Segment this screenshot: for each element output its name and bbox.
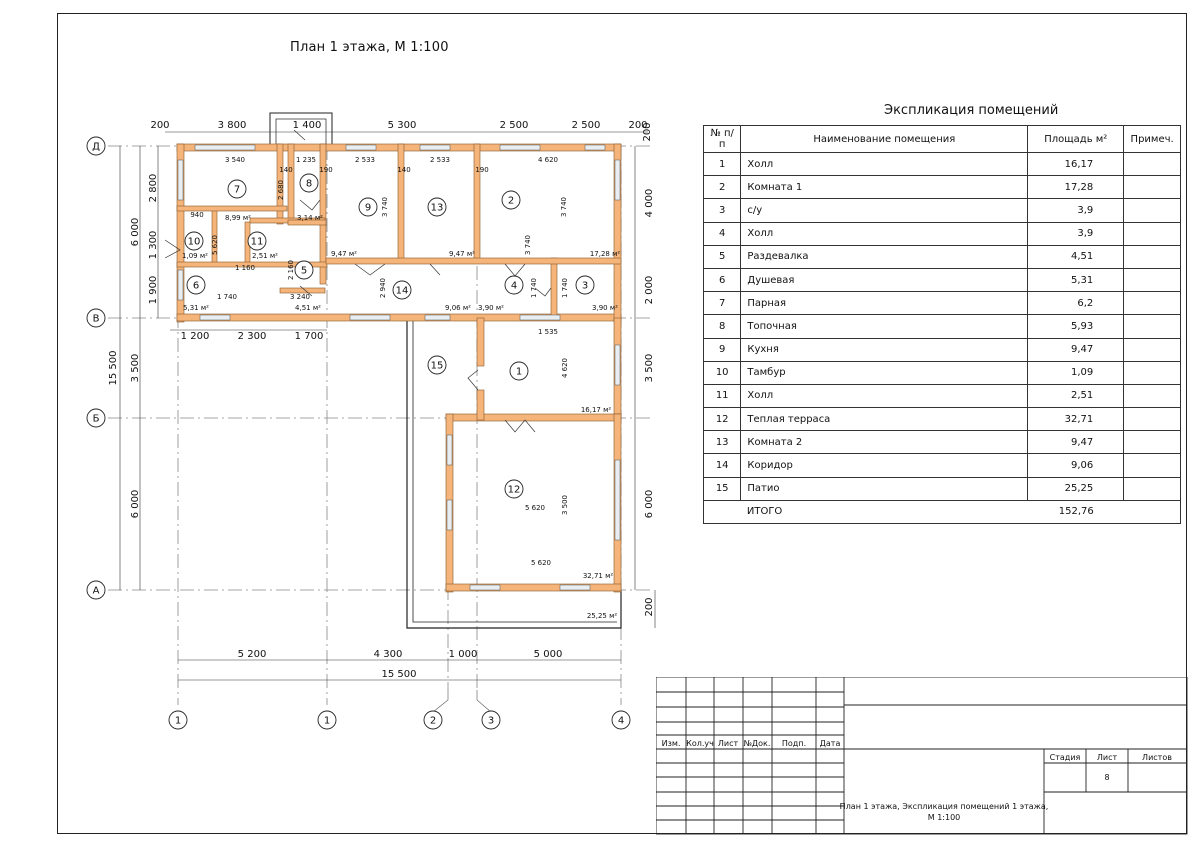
- dimension-label: 2 500: [499, 120, 529, 131]
- row-note: [1124, 384, 1181, 407]
- dimension-label: 3 500: [130, 353, 141, 383]
- explication-table: [703, 125, 1181, 524]
- room-area-label: 3,14 м²: [297, 214, 323, 222]
- room-number-bubble-label: 10: [187, 236, 201, 248]
- row-area: 17,28: [1028, 176, 1124, 199]
- explication-row: [704, 176, 1181, 199]
- row-name: Кухня: [741, 338, 1028, 361]
- dimension-label: 200: [150, 120, 170, 131]
- inner-dimension-label: 3 240: [289, 293, 311, 301]
- room-area-label: 5,31 м²: [183, 304, 209, 312]
- dimension-label: 2 000: [644, 275, 655, 305]
- axis-row-bubble-label: А: [92, 585, 100, 597]
- inner-dimension-label: 1 740: [216, 293, 238, 301]
- stamp-header: Кол.уч: [686, 739, 714, 748]
- stamp-sheets-label: Листов: [1142, 753, 1172, 762]
- inner-dimension-label: 2 533: [429, 156, 451, 164]
- stamp-header: №Док.: [743, 739, 771, 748]
- row-number: 3: [704, 199, 741, 222]
- inner-dimension-label: 1 740: [561, 277, 569, 299]
- total-area: 152,76: [1028, 500, 1124, 523]
- room-number-bubble-label: 6: [192, 280, 200, 292]
- inner-dimension-label: 4 620: [561, 357, 569, 379]
- inner-dimension-label: 5 620: [524, 504, 546, 512]
- inner-dimension-label: 140: [397, 166, 411, 174]
- room-number-bubble-label: 5: [300, 265, 308, 277]
- row-note: [1124, 338, 1181, 361]
- room-area-label: 1,09 м²: [182, 252, 208, 260]
- row-area: 16,17: [1028, 153, 1124, 176]
- row-name: с/у: [741, 199, 1028, 222]
- dimension-label: 1 000: [448, 649, 478, 660]
- walls: [177, 144, 621, 592]
- dimension-label: 5 000: [533, 649, 563, 660]
- inner-dimension-label: 5 620: [530, 559, 552, 567]
- inner-dimension-label: 3 740: [524, 234, 532, 256]
- explication-row: [704, 315, 1181, 338]
- stamp-header: Дата: [819, 739, 841, 748]
- room-number-bubble-label: 14: [395, 285, 409, 297]
- plan-title: План 1 этажа, М 1:100: [290, 40, 449, 55]
- row-number: 13: [704, 431, 741, 454]
- dimension-label: 1 400: [292, 120, 322, 131]
- row-number: 4: [704, 222, 741, 245]
- explication-row: [704, 292, 1181, 315]
- room-area-label: 16,17 м²: [580, 406, 612, 414]
- inner-dimension-label: 190: [475, 166, 489, 174]
- row-name: Душевая: [741, 268, 1028, 291]
- inner-dimension-label: 2 680: [277, 179, 285, 201]
- room-area-label: 25,25 м²: [586, 612, 618, 620]
- axis-leaders: [433, 690, 491, 712]
- room-area-label: 9,47 м²: [449, 250, 475, 258]
- explication-row: [704, 454, 1181, 477]
- dimension-label: 1 200: [180, 331, 210, 342]
- room-number-bubble-label: 3: [581, 280, 589, 292]
- dimension-label: 2 800: [148, 173, 159, 203]
- row-note: [1124, 153, 1181, 176]
- explication-row: [704, 222, 1181, 245]
- row-name: Топочная: [741, 315, 1028, 338]
- row-area: 5,93: [1028, 315, 1124, 338]
- row-number: 8: [704, 315, 741, 338]
- row-area: 6,2: [1028, 292, 1124, 315]
- dimension-label: 5 300: [387, 120, 417, 131]
- row-name: Коридор: [741, 454, 1028, 477]
- inner-dimension-label: 1 535: [537, 328, 559, 336]
- row-number: 14: [704, 454, 741, 477]
- dimension-label: 5 200: [237, 649, 267, 660]
- plan-texts: [87, 120, 655, 729]
- stamp-description: План 1 этажа, Экспликация помещений 1 этажа,: [839, 802, 1049, 811]
- row-note: [1124, 222, 1181, 245]
- room-area-label: 17,28 м²: [589, 250, 621, 258]
- room-number-bubble-label: 4: [510, 280, 518, 292]
- row-area: 3,9: [1028, 222, 1124, 245]
- explication-row: [704, 245, 1181, 268]
- dimension-label: 2 500: [571, 120, 601, 131]
- inner-dimension-label: 3 740: [560, 196, 568, 218]
- inner-dimension-label: 2 160: [287, 259, 295, 281]
- explication-title: Экспликация помещений: [884, 103, 1059, 118]
- dimension-label: 1 900: [148, 275, 159, 305]
- row-name: Патио: [741, 477, 1028, 500]
- dimension-label: 15 500: [381, 669, 417, 680]
- row-note: [1124, 431, 1181, 454]
- row-area: 1,09: [1028, 361, 1124, 384]
- row-number: 5: [704, 245, 741, 268]
- explication-body: [704, 153, 1181, 524]
- axis-col-bubble-label: 3: [487, 715, 495, 727]
- explication-row: [704, 153, 1181, 176]
- row-name: Комната 1: [741, 176, 1028, 199]
- row-area: 25,25: [1028, 477, 1124, 500]
- explication-row: [704, 431, 1181, 454]
- room-number-bubble-label: 15: [430, 360, 444, 372]
- room-area-label: 9,06 м²: [445, 304, 471, 312]
- axis-row-bubble-label: Б: [92, 413, 100, 425]
- inner-dimension-label: 1 235: [295, 156, 317, 164]
- explication-row: [704, 199, 1181, 222]
- room-area-label: 8,99 м²: [225, 214, 251, 222]
- room-number-bubble-label: 13: [430, 202, 444, 214]
- dimension-label: 3 800: [217, 120, 247, 131]
- room-area-label: 32,71 м²: [582, 572, 614, 580]
- room-number-bubble-label: 8: [305, 178, 313, 190]
- inner-dimension-label: 2 940: [379, 277, 387, 299]
- room-number-bubble-label: 12: [507, 484, 521, 496]
- row-note: [1124, 477, 1181, 500]
- row-note: [1124, 245, 1181, 268]
- row-name: Парная: [741, 292, 1028, 315]
- row-note: [1124, 199, 1181, 222]
- row-area: 4,51: [1028, 245, 1124, 268]
- row-number: 1: [704, 153, 741, 176]
- room-area-label: 3,90 м²: [478, 304, 504, 312]
- axis-row-bubble-label: Д: [92, 141, 100, 153]
- explication-total-row: [704, 500, 1181, 523]
- row-name: Теплая терраса: [741, 408, 1028, 431]
- total-label: ИТОГО: [741, 500, 1028, 523]
- row-name: Раздевалка: [741, 245, 1028, 268]
- row-area: 2,51: [1028, 384, 1124, 407]
- header-number: № п/п: [704, 126, 741, 153]
- inner-dimension-label: 940: [190, 211, 204, 219]
- room-number-bubble-label: 9: [364, 202, 372, 214]
- stamp-header: Лист: [717, 739, 739, 748]
- dimension-label: 15 500: [108, 350, 119, 386]
- total-cell: [704, 500, 741, 523]
- row-name: Холл: [741, 222, 1028, 245]
- stamp-description-scale: М 1:100: [927, 813, 961, 822]
- axis-col-bubble-label: 2: [429, 715, 437, 727]
- dimension-label: 200: [628, 120, 648, 131]
- inner-dimension-label: 3 500: [561, 494, 569, 516]
- room-area-label: 2,51 м²: [252, 252, 278, 260]
- row-name: Комната 2: [741, 431, 1028, 454]
- inner-dimension-label: 3 540: [224, 156, 246, 164]
- title-block: [656, 677, 1188, 837]
- row-number: 12: [704, 408, 741, 431]
- row-number: 6: [704, 268, 741, 291]
- stamp-header: Подп.: [781, 739, 807, 748]
- row-note: [1124, 176, 1181, 199]
- stamp-sheet-label: Лист: [1096, 753, 1118, 762]
- inner-dimension-label: 2 533: [354, 156, 376, 164]
- stamp-header: Изм.: [661, 739, 681, 748]
- dimension-label: 6 000: [130, 489, 141, 519]
- dimension-label: 6 000: [644, 489, 655, 519]
- dimension-label: 200: [644, 597, 655, 617]
- row-area: 5,31: [1028, 268, 1124, 291]
- total-cell: [1124, 500, 1181, 523]
- axis-col-bubble-label: 4: [617, 715, 625, 727]
- row-number: 7: [704, 292, 741, 315]
- row-area: 9,47: [1028, 431, 1124, 454]
- room-area-label: 3,90 м²: [592, 304, 618, 312]
- explication-row: [704, 268, 1181, 291]
- row-note: [1124, 454, 1181, 477]
- axis-col-bubble-label: 1: [174, 715, 182, 727]
- room-number-bubble-label: 2: [507, 195, 515, 207]
- dimension-label: 4 300: [373, 649, 403, 660]
- room-area-label: 4,51 м²: [295, 304, 321, 312]
- inner-dimension-label: 5 620: [211, 234, 219, 256]
- row-area: 32,71: [1028, 408, 1124, 431]
- header-note: Примеч.: [1124, 126, 1181, 153]
- dimension-label: 2 300: [237, 331, 267, 342]
- inner-dimension-label: 3 740: [381, 196, 389, 218]
- row-area: 9,06: [1028, 454, 1124, 477]
- row-number: 9: [704, 338, 741, 361]
- dimension-label: 1 700: [294, 331, 324, 342]
- axis-grid: [108, 146, 650, 705]
- room-area-label: 9,47 м²: [331, 250, 357, 258]
- row-note: [1124, 361, 1181, 384]
- row-area: 3,9: [1028, 199, 1124, 222]
- explication-row: [704, 338, 1181, 361]
- stamp-stage-label: Стадия: [1049, 753, 1081, 762]
- row-area: 9,47: [1028, 338, 1124, 361]
- room-number-bubble-label: 1: [515, 366, 523, 378]
- inner-dimension-label: 140: [279, 166, 293, 174]
- axis-col-bubble-label: 1: [323, 715, 331, 727]
- row-name: Холл: [741, 153, 1028, 176]
- row-name: Холл: [741, 384, 1028, 407]
- inner-dimension-label: 4 620: [537, 156, 559, 164]
- dimension-label: 4 000: [644, 188, 655, 218]
- row-number: 15: [704, 477, 741, 500]
- inner-dimension-label: 190: [319, 166, 333, 174]
- row-number: 11: [704, 384, 741, 407]
- inner-dimension-label: 1 160: [234, 264, 256, 272]
- inner-dimension-label: 1 740: [530, 277, 538, 299]
- row-number: 2: [704, 176, 741, 199]
- axis-row-bubble-label: В: [92, 313, 100, 325]
- door-swings: [165, 130, 551, 432]
- dimension-label: 1 300: [148, 230, 159, 260]
- header-area: Площадь м²: [1028, 126, 1124, 153]
- explication-row: [704, 477, 1181, 500]
- row-note: [1124, 292, 1181, 315]
- row-name: Тамбур: [741, 361, 1028, 384]
- header-name: Наименование помещения: [741, 126, 1028, 153]
- stamp-sheet-number: 8: [1104, 773, 1110, 782]
- dimension-label: 6 000: [130, 217, 141, 247]
- row-number: 10: [704, 361, 741, 384]
- explication-row: [704, 408, 1181, 431]
- row-note: [1124, 315, 1181, 338]
- room-number-bubble-label: 7: [233, 184, 241, 196]
- explication-row: [704, 361, 1181, 384]
- row-note: [1124, 268, 1181, 291]
- explication-row: [704, 384, 1181, 407]
- row-note: [1124, 408, 1181, 431]
- room-number-bubble-label: 11: [250, 236, 264, 248]
- dimension-label: 200: [642, 122, 653, 142]
- dimension-label: 3 500: [644, 353, 655, 383]
